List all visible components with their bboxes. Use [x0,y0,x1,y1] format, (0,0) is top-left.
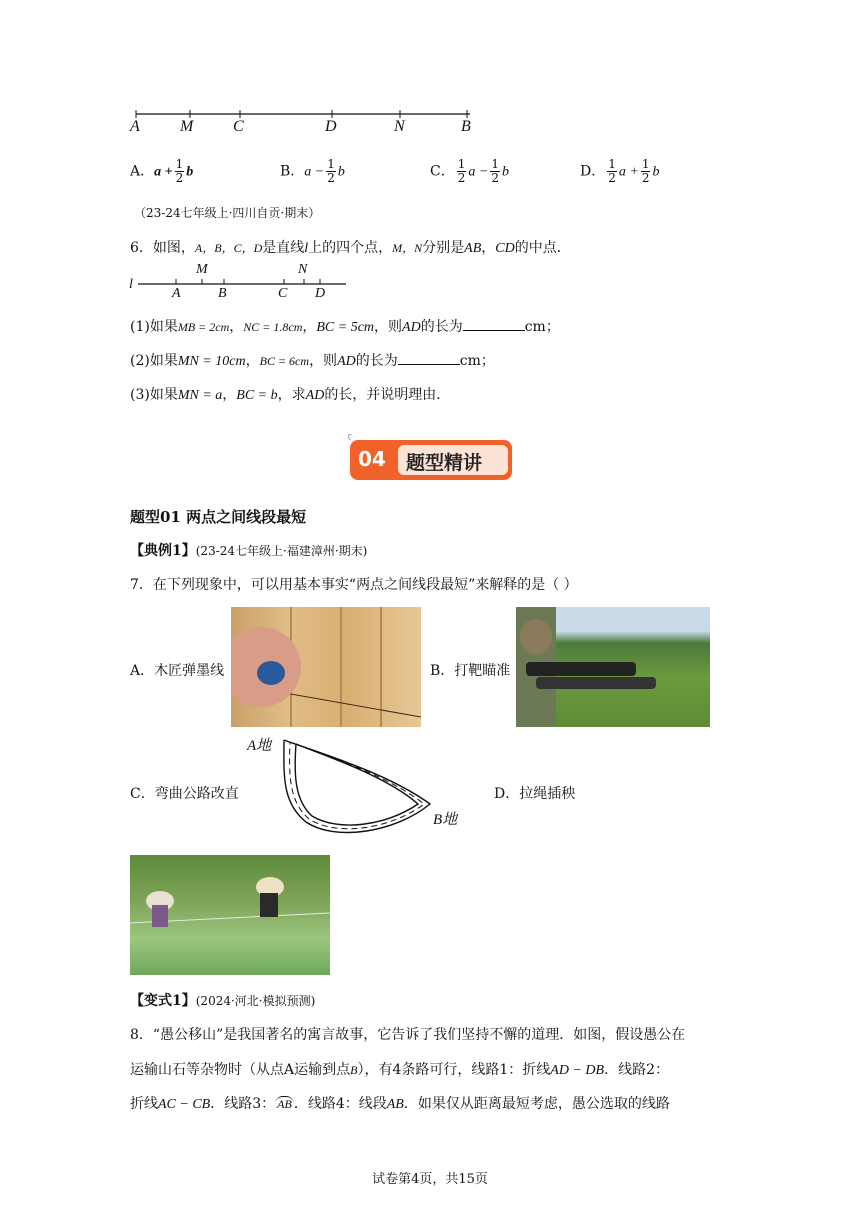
q7-stem: 7．在下列现象中，可以用基本事实“两点之间线段最短”来解释的是（ ） [130,577,578,593]
label-b: B [461,118,471,135]
option-c: C． $\frac{1}{2}$ a − $\frac{1}{2}$ b [430,157,509,185]
q7-option-d: D．拉绳插秧 [494,786,576,802]
q6-source: （23-24七年级上·四川自贡·期末） [134,206,321,220]
q6-part-2: (2)如果MN = 10cm，BC = 6cm，则AD的长为 cm； [130,353,495,369]
q8-line-2: 运输山石等杂物时（从点A运输到点B），有4条路可行，线路1：折线AD − DB．线路2： [130,1062,669,1078]
fig2-label-d: D [315,286,326,301]
answer-blank-2[interactable] [398,352,460,365]
road-label-b: B地 [433,812,458,828]
shooting-photo [516,607,710,727]
option-a: A．a + $\frac{1}{2}$ b [130,157,194,185]
section-badge [348,434,514,482]
arc-ab: AB [277,1097,292,1111]
label-c: C [233,118,244,135]
label-d: D [325,118,337,135]
fig2-label-c: C [278,286,288,301]
fig2-label-n: N [298,262,308,277]
q7-option-c: C．弯曲公路改直 [130,786,239,802]
fig2-label-b: B [218,286,227,301]
variant-1: 【变式1】(2024·河北·模拟预测) [130,993,316,1009]
q6-part-1: (1)如果MB = 2cm，NC = 1.8cm，BC = 5cm，则AD的长为 cm； [130,319,560,335]
example-1: 【典例1】(23-24七年级上·福建漳州·期末) [130,543,368,559]
line-label-l: l [129,277,133,292]
fig2-label-m: M [196,262,208,277]
fig2-label-a: A [172,286,181,301]
rice-planting-photo [130,855,330,975]
badge-text: 题型精讲 [406,452,483,474]
section-title: 题型01 两点之间线段最短 [130,508,307,526]
answer-blank-1[interactable] [463,318,525,331]
q7-option-b: B．打靶瞄准 [430,663,511,679]
page-footer: 试卷第4页，共15页 [372,1172,488,1187]
q7-option-a: A．木匠弹墨线 [130,663,225,679]
road-label-a: A地 [247,738,272,754]
carpenter-photo [231,607,421,727]
option-d: D． $\frac{1}{2}$ a + $\frac{1}{2}$ b [580,157,660,185]
q8-line-1: 8．“愚公移山”是我国著名的寓言故事，它告诉了我们坚持不懈的道理．如图，假设愚公在 [130,1027,686,1043]
label-n: N [394,118,405,135]
q8-line-3: 折线AC − CB．线路3： AB ．线路4：线段AB．如果仅从距离最短考虑，愚公选取的线路 [130,1096,670,1112]
label-a: A [130,118,140,135]
label-m: M [180,118,194,135]
q6-stem: 6．如图，A，B，C，D是直线l上的四个点，M，N分别是AB，CD的中点． [130,240,571,256]
option-b: B．a − $\frac{1}{2}$ b [280,157,345,185]
q6-part-3: (3)如果MN = a，BC = b，求AD的长，并说明理由． [130,387,451,403]
badge-number: 04 [358,447,386,471]
